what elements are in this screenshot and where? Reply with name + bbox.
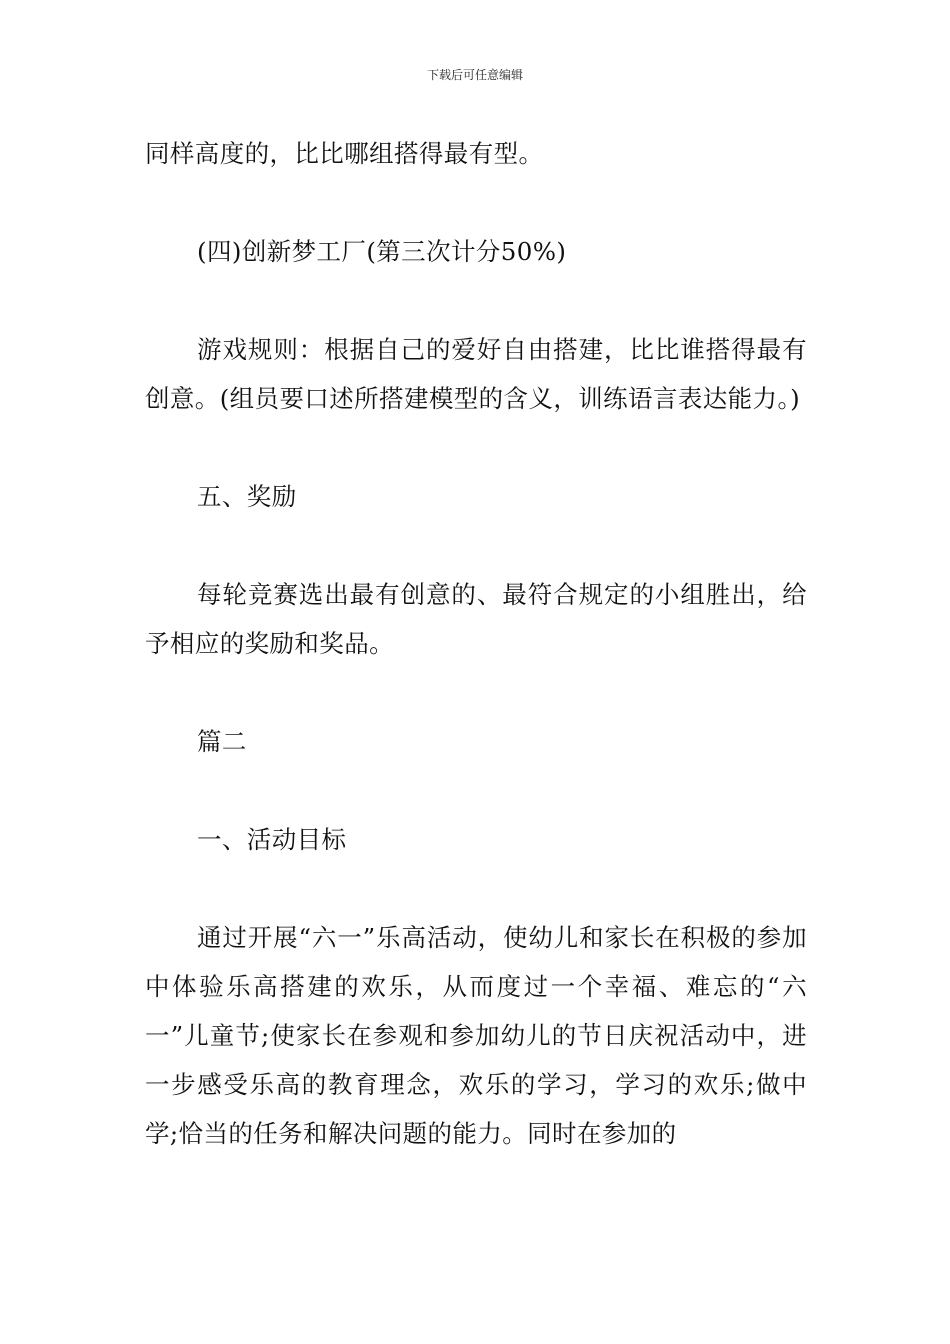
paragraph-game-rules: 游戏规则：根据自己的爱好自由搭建，比比谁搭得最有创意。(组员要口述所搭建模型的含义，训练语言表达能力。)	[145, 335, 807, 413]
document-body	[145, 129, 807, 1207]
paragraph-rewards: 每轮竞赛选出最有创意的、最符合规定的小组胜出，给予相应的奖励和奖品。	[145, 580, 807, 658]
paragraph-continuation: 同样高度的，比比哪组搭得最有型。	[145, 139, 544, 168]
section-heading-activity-goals: 一、活动目标	[197, 825, 347, 854]
page-header-note: 下载后可任意编辑	[426, 68, 523, 82]
paragraph-activity-goals: 通过开展“六一”乐高活动，使幼儿和家长在积极的参加中体验乐高搭建的欢乐，从而度过一个幸福、难忘的“六一”儿童节;使家长在参观和参加幼儿的节日庆祝活动中，进一步感受乐高的教育理念，欢乐的学习，学习的欢乐;做中学;恰当的任务和解决问题的能力。同时在参加的	[145, 923, 807, 1148]
section-heading-rewards: 五、奖励	[197, 482, 297, 511]
chapter-heading-part-two: 篇二	[197, 727, 247, 756]
section-heading-innovation-factory: (四)创新梦工厂(第三次计分50%)	[197, 237, 567, 266]
